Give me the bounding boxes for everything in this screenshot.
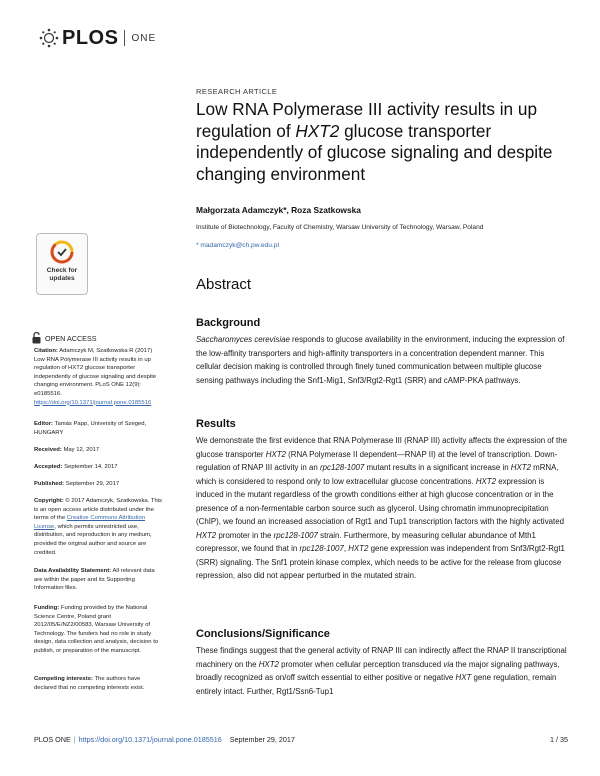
check-for-updates-badge[interactable] — [36, 233, 88, 295]
funding: Funding: Funding provided by the National Science Centre, Poland grant 2012/05/E/NZ2/00583, Warsaw University of Technology. The funders had no role in study design, data collection and analysis, decision to publish, or preparation of the manuscript. — [34, 605, 159, 654]
check-for-updates-label: Check for updates — [46, 267, 78, 282]
received-date: Received: May 12, 2017 — [34, 447, 100, 453]
authors: Małgorzata Adamczyk*, Roza Szatkowska — [196, 205, 361, 215]
footer-divider: | — [73, 735, 76, 744]
editor: Editor: Tamás Papp, University of Szeged, HUNGARY — [34, 421, 147, 436]
copyright: Copyright: © 2017 Adamczyk, Szatkowska. This is an open access article distributed under the terms of the Creative Commons Attribution License, which permits unrestricted use, distribution, and reproduction in any medium, provided the original author and source are credited. — [34, 498, 162, 556]
article-type: RESEARCH ARTICLE — [196, 87, 278, 96]
logo-plos: PLOS — [62, 26, 119, 49]
abstract-heading: Abstract — [196, 276, 252, 293]
footer-journal: PLOS ONE — [34, 735, 71, 744]
footer-doi-link[interactable]: https://doi.org/10.1371/journal.pone.0185516 — [78, 735, 222, 744]
open-access-label: OPEN ACCESS — [32, 332, 97, 344]
results-heading: Results — [196, 418, 236, 430]
article-title: Low RNA Polymerase III activity results in up regulation of HXT2 glucose transporter independently of glucose signaling and despite changing environment — [196, 99, 553, 184]
published-date: Published: September 29, 2017 — [34, 481, 120, 487]
page-footer — [34, 735, 566, 744]
results-text: We demonstrate the first evidence that RNA Polymerase III (RNAP III) activity affects the expression of the glucose transporter HXT2 (RNA Polymerase II dependent—RNAP II) at the level of transcription. Down-regulation of RNAP III activity in an rpc128-1007 mutant results in a significant increase in HXT2 mRNA, which is considered to respond only to low extracellular glucose concentrations. HXT2 expression is induced in the mutant regardless of the growth conditions either at high glucose concentration or in the presence of a non-fermentable carbon source such as glycerol. Using chromatin immunoprecipitation (ChIP), we found an increased association of Rgt1 and Tup1 transcription factors with the highly activated HXT2 promoter in the rpc128-1007 strain. Furthermore, by measuring cellular abundance of Mth1 corepressor, we found that in rpc128-1007, HXT2 gene expression was independent from Snf3/Rgt2-Rgt1 (SRR) signaling. The Snf1 protein kinase complex, which needs to be active for the release from glucose repression, also did not appear perturbed in the mutated strain. — [196, 436, 568, 580]
check-for-updates-icon — [50, 240, 74, 264]
logo-divider — [124, 30, 125, 46]
affiliation: Institute of Biotechnology, Faculty of Chemistry, Warsaw University of Technology, Warsaw, Poland — [196, 224, 484, 231]
competing-interests: Competing interests: The authors have declared that no competing interests exist. — [34, 676, 145, 691]
conclusions-text: These findings suggest that the general activity of RNAP III can indirectly affect the RNAP II transcriptional machinery on the HXT2 promoter when cellular perception transduced via the major signaling pathways, broadly recognized as on/off switch essential to either positive or negative HXT gene regulation, remain entirely intact. Further, Rgt1/Ssn6-Tup1 — [196, 646, 567, 696]
background-text: Saccharomyces cerevisiae responds to glucose availability in the environment, inducing the expression of the low-affinity transporters and high-affinity transporters in a concentration dependent manner. This cellular decision making is controlled through finely tuned communication between multiple glucose sensing pathways including the Snf1-Mig1, Snf3/Rgt2-Rgt1 (SRR) and cAMP-PKA pathways. — [196, 335, 565, 385]
cc-license-link[interactable]: Creative Commons Attribution License — [34, 515, 145, 530]
citation: Citation: Adamczyk M, Szatkowska R (2017) Low RNA Polymerase III activity results in up regulation of HXT2 glucose transporter independently of glucose signaling and despite changing environment. PLoS ONE 12(9): e0185516. https://doi.org/10.1371/journal.pone.0185516 — [34, 348, 157, 406]
data-availability: Data Availability Statement: All relevant data are within the paper and its Supporting Information files. — [34, 568, 155, 592]
accepted-date: Accepted: September 14, 2017 — [34, 464, 118, 470]
conclusions-heading: Conclusions/Significance — [196, 628, 330, 640]
footer-date: September 29, 2017 — [229, 735, 295, 744]
plos-sun-icon — [38, 28, 60, 48]
background-heading: Background — [196, 317, 261, 329]
page-number: 1 / 35 — [550, 735, 568, 744]
open-lock-icon — [32, 332, 41, 344]
plos-one-logo — [38, 28, 156, 48]
logo-one: ONE — [131, 32, 157, 44]
corresponding-email[interactable]: * madamczyk@ch.pw.edu.pl — [196, 242, 279, 249]
citation-doi-link[interactable]: https://doi.org/10.1371/journal.pone.0185516 — [34, 399, 152, 406]
